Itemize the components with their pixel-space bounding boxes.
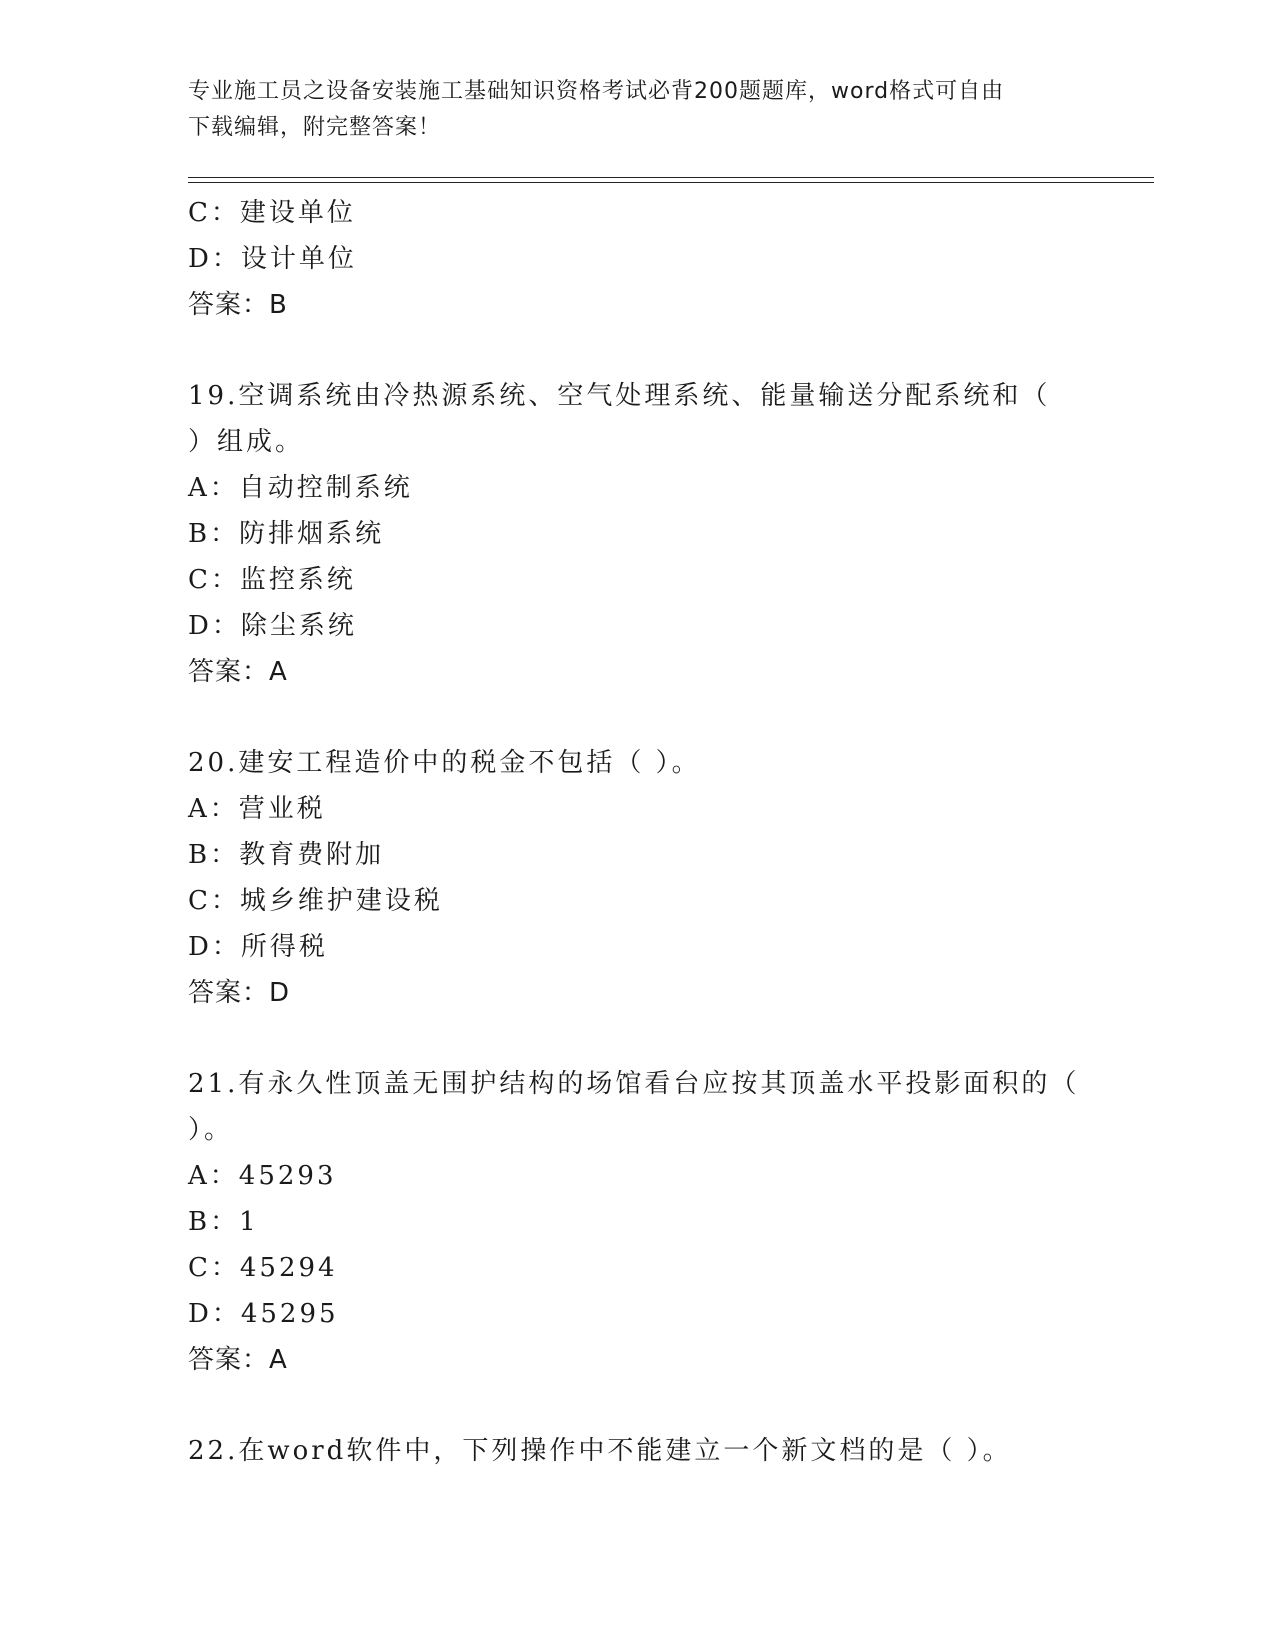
question-stem-line-2: ）。 — [188, 1115, 234, 1145]
question-stem-line-1: 20.建安工程造价中的税金不包括（ ）。 — [188, 748, 701, 778]
header-title-line-2: 下载编辑，附完整答案！ — [188, 115, 442, 140]
option-c: C：建设单位 — [188, 198, 356, 228]
option-b: B：教育费附加 — [188, 840, 385, 870]
spacer — [188, 328, 1088, 373]
option-c: C：监控系统 — [188, 565, 356, 595]
answer-line: 答案：B — [188, 290, 288, 320]
question-stem-line-2: ）组成。 — [188, 427, 305, 457]
question-18-tail — [188, 190, 1088, 328]
option-a: A：自动控制系统 — [188, 473, 413, 503]
question-21 — [188, 1061, 1088, 1383]
question-stem-line-1: 19.空调系统由冷热源系统、空气处理系统、能量输送分配系统和（ — [188, 381, 1051, 411]
option-b: B：1 — [188, 1207, 259, 1237]
question-stem-line-1: 21.有永久性顶盖无围护结构的场馆看台应按其顶盖水平投影面积的（ — [188, 1069, 1080, 1099]
header-title-line-1: 专业施工员之设备安装施工基础知识资格考试必背200题题库，word格式可自由 — [188, 79, 1005, 104]
answer-line: 答案：D — [188, 978, 291, 1008]
document-header — [188, 74, 1068, 146]
option-a: A：营业税 — [188, 794, 326, 824]
answer-line: 答案：A — [188, 657, 288, 687]
answer-line: 答案：A — [188, 1345, 288, 1375]
question-20 — [188, 740, 1088, 1016]
question-stem-line-1: 22.在word软件中，下列操作中不能建立一个新文档的是（ ）。 — [188, 1436, 1012, 1466]
header-divider-bottom — [188, 182, 1154, 183]
option-d: D：所得税 — [188, 932, 328, 962]
option-b: B：防排烟系统 — [188, 519, 385, 549]
spacer — [188, 1383, 1088, 1428]
option-d: D：设计单位 — [188, 244, 357, 274]
question-19 — [188, 373, 1088, 695]
question-list — [188, 190, 1088, 1474]
option-c: C：城乡维护建设税 — [188, 886, 443, 916]
option-d: D：45295 — [188, 1299, 339, 1329]
header-divider-top — [188, 177, 1154, 178]
option-c: C：45294 — [188, 1253, 338, 1283]
spacer — [188, 1016, 1088, 1061]
option-a: A：45293 — [188, 1161, 337, 1191]
option-d: D：除尘系统 — [188, 611, 357, 641]
spacer — [188, 695, 1088, 740]
question-22 — [188, 1428, 1088, 1474]
